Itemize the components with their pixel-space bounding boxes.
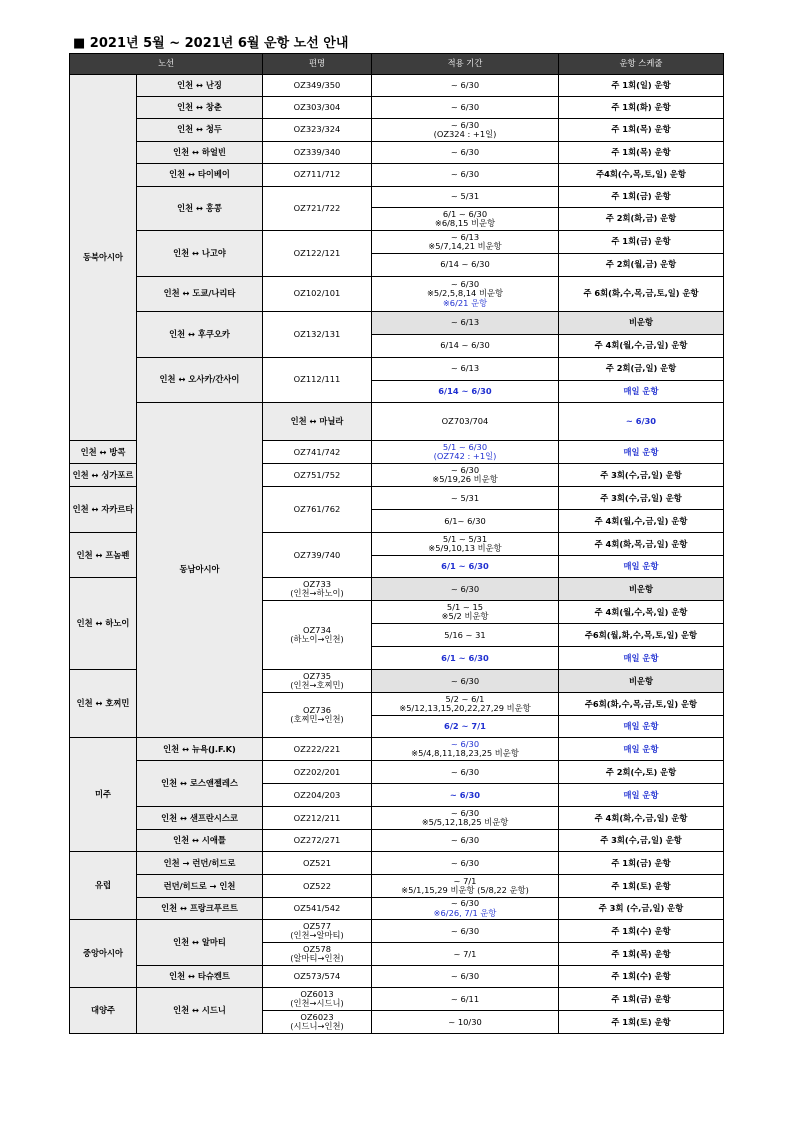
route-name: 인천 ↔ 뉴욕(J.F.K)	[137, 738, 263, 761]
period: ~ 6/30	[559, 403, 724, 441]
route-name: 인천 ↔ 자카르타	[70, 487, 137, 533]
period-line: 5/2 ~ 6/1	[445, 693, 485, 704]
flight-number: OZ212/211	[263, 807, 372, 830]
flight-number: OZ751/752	[263, 464, 372, 487]
route-name: 인천 ↔ 싱가포르	[70, 464, 137, 487]
flight-number: OZ323/324	[263, 119, 372, 142]
period	[372, 807, 559, 830]
period	[372, 441, 559, 464]
period-line: 5/1 ~ 15	[446, 601, 484, 612]
schedule: 주 1회(토) 운항	[559, 875, 724, 898]
route-name: 인천 ↔ 마닐라	[263, 403, 372, 441]
schedule: 주 1회(금) 운항	[559, 187, 724, 208]
schedule: 비운항	[559, 312, 724, 335]
route-name: 인천 ↔ 하노이	[70, 578, 137, 670]
table-row	[70, 231, 724, 254]
period-note: (OZ324 : +1일)	[433, 129, 497, 139]
schedule: 매일 운항	[559, 738, 724, 761]
table-row	[70, 403, 724, 441]
header-schedule: 운항 스케줄	[559, 54, 724, 75]
region-oceania: 대양주	[70, 988, 137, 1034]
flight-number	[263, 601, 372, 670]
period: ~ 10/30	[372, 1011, 559, 1034]
header-route: 노선	[70, 54, 263, 75]
route-name: 인천 ↔ 시애틀	[137, 830, 263, 852]
period: ~ 6/13	[372, 312, 559, 335]
flight-number	[263, 1011, 372, 1034]
flight-number	[263, 693, 372, 738]
flight-number: OZ761/762	[263, 487, 372, 533]
route-name: 인천 ↔ 타슈켄트	[137, 966, 263, 988]
flight-number: OZ739/740	[263, 533, 372, 578]
flight-direction: (알마티→인천)	[290, 953, 344, 964]
schedule: 주 6회(화,수,목,금,토,일) 운항	[559, 277, 724, 312]
route-name: 인천 ↔ 난징	[137, 75, 263, 97]
schedule: 주 4회(화,수,금,일) 운항	[559, 807, 724, 830]
period-note: ※6/8,15 비운항	[434, 218, 496, 228]
period-line: 5/1 ~ 6/30	[442, 441, 488, 452]
flight-direction: (하노이→인천)	[290, 634, 344, 645]
period-note: ※5/5,12,18,25 비운항	[421, 817, 509, 828]
schedule: 주 1회(수) 운항	[559, 920, 724, 943]
schedule: 주 1회(목) 운항	[559, 943, 724, 966]
region-southeast-asia: 동남아시아	[137, 403, 263, 738]
route-name: 인천 → 런던/히드로	[137, 852, 263, 875]
route-name: 인천 ↔ 후쿠오카	[137, 312, 263, 358]
flight-direction: (인천→호찌민)	[290, 680, 344, 691]
route-table	[69, 53, 724, 1034]
schedule: 주 1회(수) 운항	[559, 966, 724, 988]
table-row	[70, 988, 724, 1011]
table-row	[70, 277, 724, 312]
table-row	[70, 966, 724, 988]
period: 6/1 ~ 6/30	[372, 647, 559, 670]
period-note: ※6/21 운항	[442, 297, 488, 308]
header-flight: 편명	[263, 54, 372, 75]
schedule: 주 4회(월,수,목,일) 운항	[559, 601, 724, 624]
schedule: 비운항	[559, 670, 724, 693]
flight-number: OZ132/131	[263, 312, 372, 358]
schedule: 주 2회(화,금) 운항	[559, 208, 724, 231]
period-note: ※5/2 비운항	[441, 611, 489, 622]
page-title: ■ 2021년 5월 ~ 2021년 6월 운항 노선 안내	[73, 36, 349, 51]
period-note: ※5/4,8,11,18,23,25 비운항	[411, 748, 519, 759]
flight-number: OZ349/350	[263, 75, 372, 97]
period: ~ 6/30	[372, 966, 559, 988]
table-row	[70, 97, 724, 119]
schedule: 주 4회(화,목,금,일) 운항	[559, 533, 724, 556]
flight-number: OZ522	[263, 875, 372, 898]
period-note: ※5/19,26 비운항	[432, 474, 498, 485]
flight-number: OZ112/111	[263, 358, 372, 403]
table-row	[70, 75, 724, 97]
schedule: 주 4회(월,수,금,일) 운항	[559, 335, 724, 358]
period: ~ 6/30	[372, 920, 559, 943]
route-name: 인천 ↔ 프랑크푸르트	[137, 898, 263, 920]
period: ~ 6/30	[372, 142, 559, 164]
flight-direction: (인천→알마티)	[290, 930, 344, 941]
table-row	[70, 187, 724, 208]
schedule: 주 1회(일) 운항	[559, 75, 724, 97]
route-name: 인천 ↔ 오사카/간사이	[137, 358, 263, 403]
flight-number	[263, 670, 372, 693]
table-row	[70, 119, 724, 142]
period: ~ 6/30	[372, 97, 559, 119]
schedule: 주6회(화,수,목,금,토,일) 운항	[559, 693, 724, 716]
schedule: 주 1회(금) 운항	[559, 231, 724, 254]
period: 5/16 ~ 31	[372, 624, 559, 647]
schedule: 주 3회 (수,금,일) 운항	[559, 898, 724, 920]
flight-number: OZ272/271	[263, 830, 372, 852]
flight-number	[263, 988, 372, 1011]
period: ~ 7/1	[372, 943, 559, 966]
route-name: 인천 ↔ 알마티	[137, 920, 263, 966]
schedule: 주 2회(수,토) 운항	[559, 761, 724, 784]
table-row	[70, 920, 724, 943]
period: ~ 6/30	[372, 164, 559, 187]
region-central-asia: 중앙아시아	[70, 920, 137, 988]
schedule: 주 3회(수,금,일) 운항	[559, 487, 724, 510]
table-row	[70, 852, 724, 875]
period: 6/14 ~ 6/30	[372, 254, 559, 277]
period: ~ 6/30	[372, 670, 559, 693]
schedule: 주 3회(수,금,일) 운항	[559, 464, 724, 487]
schedule: 매일 운항	[559, 716, 724, 738]
table-row	[70, 830, 724, 852]
period-line: ~ 6/30	[450, 738, 480, 749]
route-name: 인천 ↔ 나고야	[137, 231, 263, 277]
route-name: 런던/히드로 → 인천	[137, 875, 263, 898]
period: ~ 5/31	[372, 187, 559, 208]
flight-number: OZ303/304	[263, 97, 372, 119]
flight-number: OZ573/574	[263, 966, 372, 988]
route-name: 인천 ↔ 방콕	[70, 441, 137, 464]
flight-line: OZ577	[302, 920, 332, 931]
period-note: ※5/2,5,8,14 비운항	[426, 288, 503, 299]
period: 6/14 ~ 6/30	[372, 335, 559, 358]
period-note: ※5/1,15,29 비운항 (5/8,22 운항)	[401, 885, 529, 896]
flight-line: OZ578	[302, 943, 332, 954]
flight-number	[263, 920, 372, 943]
period-line: ~ 6/30	[450, 464, 480, 475]
period	[372, 277, 559, 312]
period	[372, 231, 559, 254]
period: ~ 6/30	[372, 852, 559, 875]
period-note: ※5/9,10,13 비운항	[428, 543, 502, 554]
table-row	[70, 898, 724, 920]
flight-number: OZ122/121	[263, 231, 372, 277]
table-row	[70, 738, 724, 761]
route-name: 인천 ↔ 프놈펜	[70, 533, 137, 578]
route-name: 인천 ↔ 홍콩	[137, 187, 263, 231]
period-line: ~ 6/30	[450, 279, 480, 290]
period: 6/1~ 6/30	[372, 510, 559, 533]
flight-direction: (시드니→인천)	[290, 1021, 344, 1032]
route-name: 인천 ↔ 타이베이	[137, 164, 263, 187]
flight-number: OZ741/742	[263, 441, 372, 464]
schedule: 매일 운항	[559, 441, 724, 464]
flight-direction: (호찌민→인천)	[290, 714, 344, 725]
flight-number: OZ521	[263, 852, 372, 875]
period: ~ 6/30	[372, 578, 559, 601]
period-note: (OZ742 : +1일)	[433, 451, 497, 462]
flight-number: OZ711/712	[263, 164, 372, 187]
schedule: 주 1회(목) 운항	[559, 119, 724, 142]
period: ~ 6/30	[372, 784, 559, 807]
period-note: ※5/12,13,15,20,22,27,29 비운항	[399, 703, 531, 714]
schedule: 주 2회(월,금) 운항	[559, 254, 724, 277]
period: ~ 5/31	[372, 487, 559, 510]
period-note: ※6/26, 7/1 운항	[433, 907, 497, 918]
flight-number: OZ204/203	[263, 784, 372, 807]
route-name: 인천 ↔ 창춘	[137, 97, 263, 119]
region-europe: 유럽	[70, 852, 137, 920]
schedule: 주 1회(목) 운항	[559, 142, 724, 164]
flight-number: OZ202/201	[263, 761, 372, 784]
flight-number: OZ541/542	[263, 898, 372, 920]
period	[372, 208, 559, 231]
period-line: ~ 6/30	[450, 807, 480, 818]
period: ~ 6/30	[372, 761, 559, 784]
schedule: 주 1회(화) 운항	[559, 97, 724, 119]
route-name: 인천 ↔ 청두	[137, 119, 263, 142]
flight-line: OZ6023	[300, 1011, 334, 1022]
table-row	[70, 807, 724, 830]
schedule: 매일 운항	[559, 556, 724, 578]
flight-number	[263, 943, 372, 966]
period	[372, 533, 559, 556]
period	[372, 738, 559, 761]
period: 6/1 ~ 6/30	[372, 556, 559, 578]
schedule: 주 1회(금) 운항	[559, 988, 724, 1011]
period	[372, 693, 559, 716]
route-name: 인천 ↔ 로스앤젤레스	[137, 761, 263, 807]
flight-line: OZ733	[302, 578, 332, 589]
table-row	[70, 875, 724, 898]
flight-direction: (인천→하노이)	[290, 588, 344, 599]
schedule: 매일 운항	[559, 381, 724, 403]
period-line: ~ 6/30	[450, 119, 480, 130]
flight-line: OZ735	[302, 670, 332, 681]
flight-line: OZ734	[302, 624, 332, 635]
period-line: 6/1 ~ 6/30	[442, 208, 488, 219]
period	[372, 464, 559, 487]
flight-number: OZ703/704	[372, 403, 559, 441]
route-name: 인천 ↔ 샌프란시스코	[137, 807, 263, 830]
period: ~ 6/11	[372, 988, 559, 1011]
schedule: 매일 운항	[559, 647, 724, 670]
schedule: 매일 운항	[559, 784, 724, 807]
flight-line: OZ736	[302, 704, 332, 715]
flight-number	[263, 578, 372, 601]
period-line: 5/1 ~ 5/31	[442, 533, 488, 544]
table-row	[70, 142, 724, 164]
route-name: 인천 ↔ 호찌민	[70, 670, 137, 738]
period: 6/14 ~ 6/30	[372, 381, 559, 403]
schedule: 주4회(수,목,토,일) 운항	[559, 164, 724, 187]
route-name: 인천 ↔ 도쿄/나리타	[137, 277, 263, 312]
flight-number: OZ102/101	[263, 277, 372, 312]
flight-line: OZ6013	[300, 988, 334, 999]
table-header-row	[70, 54, 724, 75]
schedule: 비운항	[559, 578, 724, 601]
schedule: 주 1회(토) 운항	[559, 1011, 724, 1034]
period-line: ~ 7/1	[453, 875, 477, 886]
flight-number: OZ339/340	[263, 142, 372, 164]
period-line: ~ 6/13	[450, 231, 480, 242]
period: ~ 6/30	[372, 75, 559, 97]
schedule: 주 2회(금,일) 운항	[559, 358, 724, 381]
flight-direction: (인천→시드니)	[290, 998, 344, 1009]
table-row	[70, 312, 724, 335]
schedule: 주 4회(월,수,금,일) 운항	[559, 510, 724, 533]
period	[372, 601, 559, 624]
region-northeast-asia: 동북아시아	[70, 75, 137, 441]
region-americas: 미주	[70, 738, 137, 852]
schedule: 주 1회(금) 운항	[559, 852, 724, 875]
table-row	[70, 761, 724, 784]
route-name: 인천 ↔ 하얼빈	[137, 142, 263, 164]
period: ~ 6/13	[372, 358, 559, 381]
flight-number: OZ721/722	[263, 187, 372, 231]
header-period: 적용 기간	[372, 54, 559, 75]
period-line: ~ 6/30	[450, 898, 480, 909]
period: ~ 6/30	[372, 830, 559, 852]
route-name: 인천 ↔ 시드니	[137, 988, 263, 1034]
table-row	[70, 164, 724, 187]
period-note: ※5/7,14,21 비운항	[428, 241, 502, 251]
period	[372, 875, 559, 898]
schedule: 주6회(월,화,수,목,토,일) 운항	[559, 624, 724, 647]
schedule: 주 3회(수,금,일) 운항	[559, 830, 724, 852]
period	[372, 898, 559, 920]
period: 6/2 ~ 7/1	[372, 716, 559, 738]
table-row	[70, 358, 724, 381]
period	[372, 119, 559, 142]
flight-number: OZ222/221	[263, 738, 372, 761]
